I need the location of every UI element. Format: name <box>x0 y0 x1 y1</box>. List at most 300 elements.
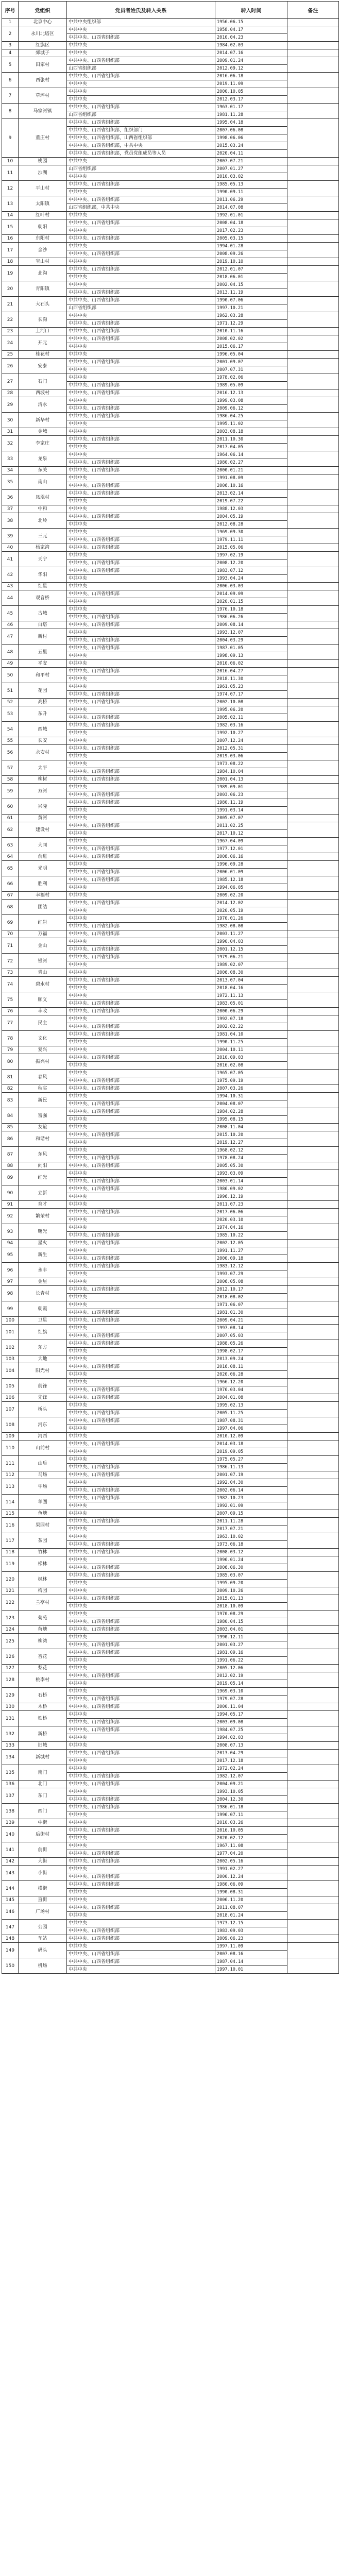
relation-text: 中共中央 <box>67 1665 215 1672</box>
transfer-date: 2006.08.30 <box>215 969 287 977</box>
organization-name: 春风 <box>19 1070 67 1085</box>
organization-name: 新村 <box>19 629 67 645</box>
relation-text: 中共中央、山西省组织部 <box>67 1417 215 1425</box>
organization-name: 梨花 <box>19 1665 67 1672</box>
transfer-date: 2015.06.17 <box>215 343 287 351</box>
relation-text: 中共中央 <box>67 428 215 436</box>
table-row <box>2 158 339 165</box>
note-cell <box>287 413 339 428</box>
transfer-date: 2019.09.05 <box>215 1448 287 1456</box>
organization-name: 振兴村 <box>19 1054 67 1070</box>
transfer-date: 1997.11.09 <box>215 1943 287 1951</box>
relation-text: 中共中央 <box>67 1039 215 1046</box>
relation-text: 中共中央、山西省组织部 <box>67 1796 215 1804</box>
transfer-date: 1996.01.24 <box>215 1556 287 1564</box>
row-number: 24 <box>2 335 19 351</box>
table-row <box>2 1479 339 1487</box>
relation-text: 中共中央、山西省组织部 <box>67 1317 215 1325</box>
relation-text: 中共中央、山西省组织部 <box>67 1858 215 1866</box>
organization-name: 向阳 <box>19 1162 67 1170</box>
transfer-date: 2012.09.12 <box>215 65 287 73</box>
table-row <box>2 1742 339 1750</box>
transfer-date: 2018.01.24 <box>215 1912 287 1920</box>
relation-text: 中共中央 <box>67 1062 215 1070</box>
row-number: 80 <box>2 1054 19 1070</box>
row-number: 18 <box>2 258 19 266</box>
transfer-date: 2020.01.15 <box>215 598 287 606</box>
relation-text: 中共中央、山西省组织部 <box>67 776 215 784</box>
note-cell <box>287 1070 339 1085</box>
transfer-date: 1998.02.17 <box>215 1348 287 1355</box>
organization-name: 东升 <box>19 706 67 722</box>
transfer-date: 2005.11.25 <box>215 1410 287 1417</box>
organization-name: 东风 <box>19 1147 67 1162</box>
note-cell <box>287 1726 339 1742</box>
row-number: 14 <box>2 212 19 219</box>
table-row <box>2 1170 339 1178</box>
relation-text: 中共中央 <box>67 1448 215 1456</box>
row-number: 46 <box>2 621 19 629</box>
relation-text: 中共中央 <box>67 1742 215 1750</box>
relation-text: 山西省组织部 <box>67 165 215 173</box>
organization-name: 南门 <box>19 1765 67 1781</box>
table-row <box>2 583 339 590</box>
organization-name: 友谊 <box>19 1124 67 1131</box>
transfer-date: 2007.07.31 <box>215 366 287 374</box>
row-number: 13 <box>2 196 19 212</box>
row-number: 97 <box>2 1278 19 1286</box>
note-cell <box>287 1433 339 1440</box>
transfer-date: 1981.09.16 <box>215 1649 287 1657</box>
transfer-date: 2014.09.09 <box>215 590 287 598</box>
row-number: 27 <box>2 374 19 389</box>
table-row <box>2 1587 339 1595</box>
transfer-date: 2013.02.14 <box>215 490 287 498</box>
row-number: 141 <box>2 1842 19 1858</box>
transfer-date: 1988.12.03 <box>215 505 287 513</box>
transfer-date: 2018.06.01 <box>215 274 287 281</box>
relation-text: 中共中央 <box>67 1116 215 1124</box>
note-cell <box>287 1147 339 1162</box>
organization-name: 太平 <box>19 760 67 776</box>
transfer-date: 1982.10.23 <box>215 1495 287 1502</box>
relation-text: 中共中央 <box>67 474 215 482</box>
relation-text: 中共中央 <box>67 938 215 946</box>
table-row <box>2 706 339 714</box>
row-number: 142 <box>2 1858 19 1866</box>
row-number: 137 <box>2 1788 19 1804</box>
note-cell <box>287 969 339 977</box>
transfer-date: 1997.02.19 <box>215 552 287 560</box>
note-cell <box>287 335 339 351</box>
transfer-date: 2009.06.12 <box>215 405 287 413</box>
row-number: 83 <box>2 1093 19 1108</box>
transfer-date: 1990.09.11 <box>215 189 287 196</box>
note-cell <box>287 915 339 930</box>
row-number: 95 <box>2 1247 19 1263</box>
table-row <box>2 1247 339 1255</box>
row-number: 79 <box>2 1046 19 1054</box>
table-row <box>2 88 339 96</box>
relation-text: 中共中央、山西省组织部 <box>67 621 215 629</box>
row-number: 132 <box>2 1726 19 1742</box>
relation-text: 中共中央 <box>67 1425 215 1433</box>
relation-text: 中共中央 <box>67 1943 215 1951</box>
row-number: 39 <box>2 529 19 544</box>
relation-text: 中共中央、山西省组织部 <box>67 799 215 807</box>
table-row <box>2 1750 339 1757</box>
organization-name: 梅园 <box>19 1587 67 1595</box>
relation-text: 中共中央 <box>67 1835 215 1842</box>
transfer-date: 2001.03.27 <box>215 1641 287 1649</box>
row-number: 144 <box>2 1881 19 1896</box>
relation-text: 中共中央 <box>67 1124 215 1131</box>
transfer-date: 2018.08.02 <box>215 1294 287 1301</box>
row-number: 123 <box>2 1611 19 1626</box>
table-row <box>2 436 339 444</box>
relation-text: 中共中央 <box>67 961 215 969</box>
relation-text: 中共中央 <box>67 1402 215 1410</box>
relation-text: 中共中央 <box>67 1556 215 1564</box>
table-row <box>2 683 339 691</box>
table-row <box>2 629 339 637</box>
table-row <box>2 1804 339 1811</box>
relation-text: 中共中央 <box>67 498 215 505</box>
relation-text: 中共中央、山西省组织部 <box>67 567 215 575</box>
note-cell <box>287 1325 339 1340</box>
table-row <box>2 1085 339 1093</box>
relation-text: 中共中央 <box>67 258 215 266</box>
organization-name: 北门 <box>19 1781 67 1788</box>
organization-name: 羊圈 <box>19 1495 67 1510</box>
note-cell <box>287 1031 339 1046</box>
transfer-date: 2010.09.03 <box>215 1054 287 1062</box>
organization-name: 朝霞 <box>19 1301 67 1317</box>
transfer-date: 2009.08.14 <box>215 621 287 629</box>
organization-name: 鱼塘 <box>19 1510 67 1518</box>
relation-text: 中共中央、山西省组织部 <box>67 1564 215 1572</box>
row-number: 90 <box>2 1185 19 1201</box>
table-row <box>2 1108 339 1116</box>
relation-text: 中共中央 <box>67 1611 215 1618</box>
relation-text: 中共中央 <box>67 1193 215 1201</box>
note-cell <box>287 1611 339 1626</box>
note-cell <box>287 954 339 969</box>
organization-name: 兴隆 <box>19 799 67 815</box>
relation-text: 中共中央、山西省组织部 <box>67 1077 215 1085</box>
table-row <box>2 838 339 845</box>
transfer-date: 1982.08.08 <box>215 923 287 930</box>
note-cell <box>287 1788 339 1804</box>
transfer-date: 2020.05.19 <box>215 907 287 915</box>
relation-text: 中共中央 <box>67 80 215 88</box>
relation-text: 中共中央、山西省组织部 <box>67 389 215 397</box>
note-cell <box>287 1170 339 1185</box>
row-number: 94 <box>2 1240 19 1247</box>
organization-name: 新华村 <box>19 413 67 428</box>
transfer-date: 2005.12.06 <box>215 1665 287 1672</box>
row-number: 60 <box>2 799 19 815</box>
relation-text: 中共中央 <box>67 1819 215 1827</box>
row-number: 7 <box>2 88 19 104</box>
transfer-date: 2009.01.24 <box>215 57 287 65</box>
relation-text: 中共中央、山西省组织部 <box>67 219 215 227</box>
organization-name: 碧水村 <box>19 977 67 992</box>
organization-name: 朝阳 <box>19 219 67 235</box>
note-cell <box>287 1209 339 1224</box>
relation-text: 中共中央 <box>67 629 215 637</box>
organization-name: 秋实 <box>19 1085 67 1093</box>
transfer-date: 1986.11.13 <box>215 1464 287 1471</box>
organization-name: 广场村 <box>19 1904 67 1920</box>
transfer-date: 1997.10.01 <box>215 1966 287 1974</box>
note-cell <box>287 1394 339 1402</box>
relation-text: 中共中央、山西省组织部 <box>67 297 215 304</box>
organization-name: 建设村 <box>19 822 67 838</box>
row-number: 55 <box>2 737 19 745</box>
relation-text: 中共中央、山西省组织部，党员党组成员等人员 <box>67 150 215 158</box>
transfer-date: 2009.02.20 <box>215 892 287 900</box>
transfer-date: 1976.10.18 <box>215 606 287 614</box>
transfer-date: 1983.07.12 <box>215 567 287 575</box>
relation-text: 中共中央、山西省组织部 <box>67 900 215 907</box>
row-number: 86 <box>2 1131 19 1147</box>
row-number: 117 <box>2 1533 19 1549</box>
transfer-date: 2005.02.11 <box>215 714 287 722</box>
row-number: 21 <box>2 297 19 312</box>
relation-text: 中共中央、山西省组织部 <box>67 691 215 699</box>
relation-text: 中共中央、山西省组织部 <box>67 1750 215 1757</box>
table-row <box>2 1015 339 1023</box>
transfer-date: 1986.01.18 <box>215 1804 287 1811</box>
transfer-date: 2019.10.10 <box>215 258 287 266</box>
note-cell <box>287 1587 339 1595</box>
row-number: 4 <box>2 49 19 57</box>
row-number: 102 <box>2 1340 19 1355</box>
row-number: 54 <box>2 722 19 737</box>
organization-name: 太阳镇 <box>19 196 67 212</box>
relation-text: 中共中央 <box>67 1866 215 1873</box>
transfer-date: 2006.11.20 <box>215 1896 287 1904</box>
note-cell <box>287 1440 339 1456</box>
relation-text: 中共中央、山西省组织部 <box>67 1487 215 1495</box>
organization-name: 银河 <box>19 954 67 969</box>
transfer-date: 2009.04.21 <box>215 1317 287 1325</box>
transfer-date: 1998.09.13 <box>215 652 287 660</box>
note-cell <box>287 57 339 73</box>
relation-text: 中共中央、山西省组织部 <box>67 1209 215 1216</box>
organization-name: 红旗 <box>19 1325 67 1340</box>
note-cell <box>287 1595 339 1611</box>
relation-text: 中共中央 <box>67 227 215 235</box>
relation-text: 中共中央 <box>67 366 215 374</box>
note-cell <box>287 892 339 900</box>
table-row <box>2 1943 339 1951</box>
row-number: 87 <box>2 1147 19 1162</box>
relation-text: 中共中央 <box>67 1224 215 1232</box>
table-row <box>2 49 339 57</box>
note-cell <box>287 397 339 413</box>
transfer-date: 1990.08.31 <box>215 1889 287 1896</box>
transfer-date: 1987.08.31 <box>215 1417 287 1425</box>
transfer-date: 1973.08.22 <box>215 760 287 768</box>
relation-text: 中共中央、山西省组织部 <box>67 1641 215 1649</box>
transfer-date: 2006.06.30 <box>215 1564 287 1572</box>
table-header-row <box>2 2 339 19</box>
organization-name: 柳湾 <box>19 1634 67 1649</box>
transfer-date: 2010.06.02 <box>215 660 287 668</box>
organization-name: 阳光村 <box>19 1363 67 1379</box>
organization-name: 北京中心 <box>19 19 67 26</box>
relation-text: 中共中央、山西省组织部 <box>67 1541 215 1549</box>
note-cell <box>287 1185 339 1201</box>
relation-text: 中共中央、山西省组织部 <box>67 359 215 366</box>
table-row <box>2 219 339 227</box>
table-row <box>2 822 339 830</box>
row-number: 42 <box>2 567 19 583</box>
table-row <box>2 645 339 652</box>
organization-name: 南山 <box>19 474 67 490</box>
row-number: 138 <box>2 1804 19 1819</box>
relation-text: 中共中央、山西省组织部 <box>67 845 215 853</box>
relation-text: 中共中央、山西省组织部 <box>67 544 215 552</box>
table-row <box>2 745 339 753</box>
note-cell <box>287 590 339 606</box>
note-cell <box>287 699 339 706</box>
relation-text: 中共中央、山西省组织部 <box>67 876 215 884</box>
row-number: 47 <box>2 629 19 645</box>
row-number: 85 <box>2 1124 19 1131</box>
organization-name: 龙泉 <box>19 451 67 467</box>
table-row <box>2 1549 339 1556</box>
row-number: 131 <box>2 1711 19 1726</box>
relation-text: 中共中央、山西省组织部 <box>67 73 215 80</box>
organization-name: 马场 <box>19 1471 67 1479</box>
transfer-date: 1981.04.10 <box>215 1031 287 1039</box>
note-cell <box>287 1958 339 1974</box>
table-row <box>2 544 339 552</box>
relation-text: 中共中央 <box>67 784 215 791</box>
organization-name: 平安 <box>19 660 67 668</box>
row-number: 89 <box>2 1170 19 1185</box>
transfer-date: 2012.10.17 <box>215 1286 287 1294</box>
table-row <box>2 606 339 614</box>
transfer-date: 1981.11.28 <box>215 111 287 119</box>
transfer-date: 1994.01.28 <box>215 243 287 250</box>
table-row <box>2 1881 339 1889</box>
note-cell <box>287 235 339 243</box>
relation-text: 中共中央、山西省组织部 <box>67 1108 215 1116</box>
relation-text: 中共中央、山西省组织部 <box>67 104 215 111</box>
transfer-date: 1964.06.14 <box>215 451 287 459</box>
transfer-date: 2013.07.04 <box>215 977 287 985</box>
organization-name: 凤凰村 <box>19 490 67 505</box>
transfer-date: 1969.03.10 <box>215 1688 287 1696</box>
relation-text: 中共中央 <box>67 1348 215 1355</box>
relation-text: 中共中央 <box>67 1711 215 1719</box>
organization-name: 铁桥 <box>19 1711 67 1726</box>
organization-name: 红叶村 <box>19 212 67 219</box>
row-number: 134 <box>2 1750 19 1765</box>
relation-text: 中共中央 <box>67 1456 215 1464</box>
transfer-date: 2017.12.18 <box>215 1757 287 1765</box>
organization-name: 东方 <box>19 1340 67 1355</box>
row-number: 23 <box>2 328 19 335</box>
transfer-date: 1967.04.09 <box>215 838 287 845</box>
relation-text: 中共中央 <box>67 760 215 768</box>
table-row <box>2 1703 339 1711</box>
transfer-date: 1999.03.08 <box>215 397 287 405</box>
relation-text: 山西省组织部 <box>67 304 215 312</box>
table-row <box>2 19 339 26</box>
row-number: 52 <box>2 699 19 706</box>
relation-text: 中共中央、山西省组织部 <box>67 1873 215 1881</box>
transfer-date: 1998.06.06 <box>215 134 287 142</box>
row-number: 40 <box>2 544 19 552</box>
transfer-date: 2019.12.27 <box>215 1139 287 1147</box>
table-row <box>2 977 339 985</box>
relation-text: 中共中央、山西省组织部 <box>67 266 215 274</box>
table-row <box>2 181 339 189</box>
table-row <box>2 196 339 204</box>
row-number: 36 <box>2 490 19 505</box>
transfer-date: 2012.02.19 <box>215 1672 287 1680</box>
relation-text: 中共中央、山西省组织部 <box>67 1672 215 1680</box>
organization-name: 和平村 <box>19 668 67 683</box>
transfer-date: 2004.12.30 <box>215 1796 287 1804</box>
row-number: 143 <box>2 1866 19 1881</box>
relation-text: 中共中央、山西省组织部 <box>67 954 215 961</box>
transfer-date: 1991.02.27 <box>215 1866 287 1873</box>
note-cell <box>287 19 339 26</box>
transfer-date: 1970.08.29 <box>215 1611 287 1618</box>
note-cell <box>287 158 339 165</box>
organization-name: 东关 <box>19 467 67 474</box>
relation-text: 中共中央 <box>67 1170 215 1178</box>
table-row <box>2 312 339 320</box>
note-cell <box>287 1240 339 1247</box>
transfer-date: 1985.10.22 <box>215 1232 287 1240</box>
relation-text: 中共中央、山西省组织部，组织部门 <box>67 127 215 134</box>
table-row <box>2 776 339 784</box>
organization-name: 后街村 <box>19 1827 67 1842</box>
row-number: 41 <box>2 552 19 567</box>
row-number: 37 <box>2 505 19 513</box>
note-cell <box>287 1510 339 1518</box>
relation-text: 中共中央 <box>67 88 215 96</box>
transfer-date: 2000.10.05 <box>215 88 287 96</box>
row-number: 118 <box>2 1549 19 1556</box>
row-number: 147 <box>2 1920 19 1935</box>
note-cell <box>287 1750 339 1765</box>
note-cell <box>287 552 339 567</box>
note-cell <box>287 42 339 49</box>
table-row <box>2 42 339 49</box>
relation-text: 中共中央 <box>67 815 215 822</box>
relation-text: 中共中央 <box>67 830 215 838</box>
transfer-date: 2010.12.09 <box>215 1433 287 1440</box>
table-row <box>2 1278 339 1286</box>
note-cell <box>287 1742 339 1750</box>
transfer-date: 2016.04.27 <box>215 668 287 675</box>
row-number: 98 <box>2 1286 19 1301</box>
organization-name: 东门 <box>19 1788 67 1804</box>
organization-name: 金山 <box>19 938 67 954</box>
organization-name: 三元 <box>19 529 67 544</box>
relation-text: 中共中央、山西省组织部 <box>67 1719 215 1726</box>
organization-name: 文化 <box>19 1031 67 1046</box>
transfer-date: 1996.05.04 <box>215 351 287 359</box>
